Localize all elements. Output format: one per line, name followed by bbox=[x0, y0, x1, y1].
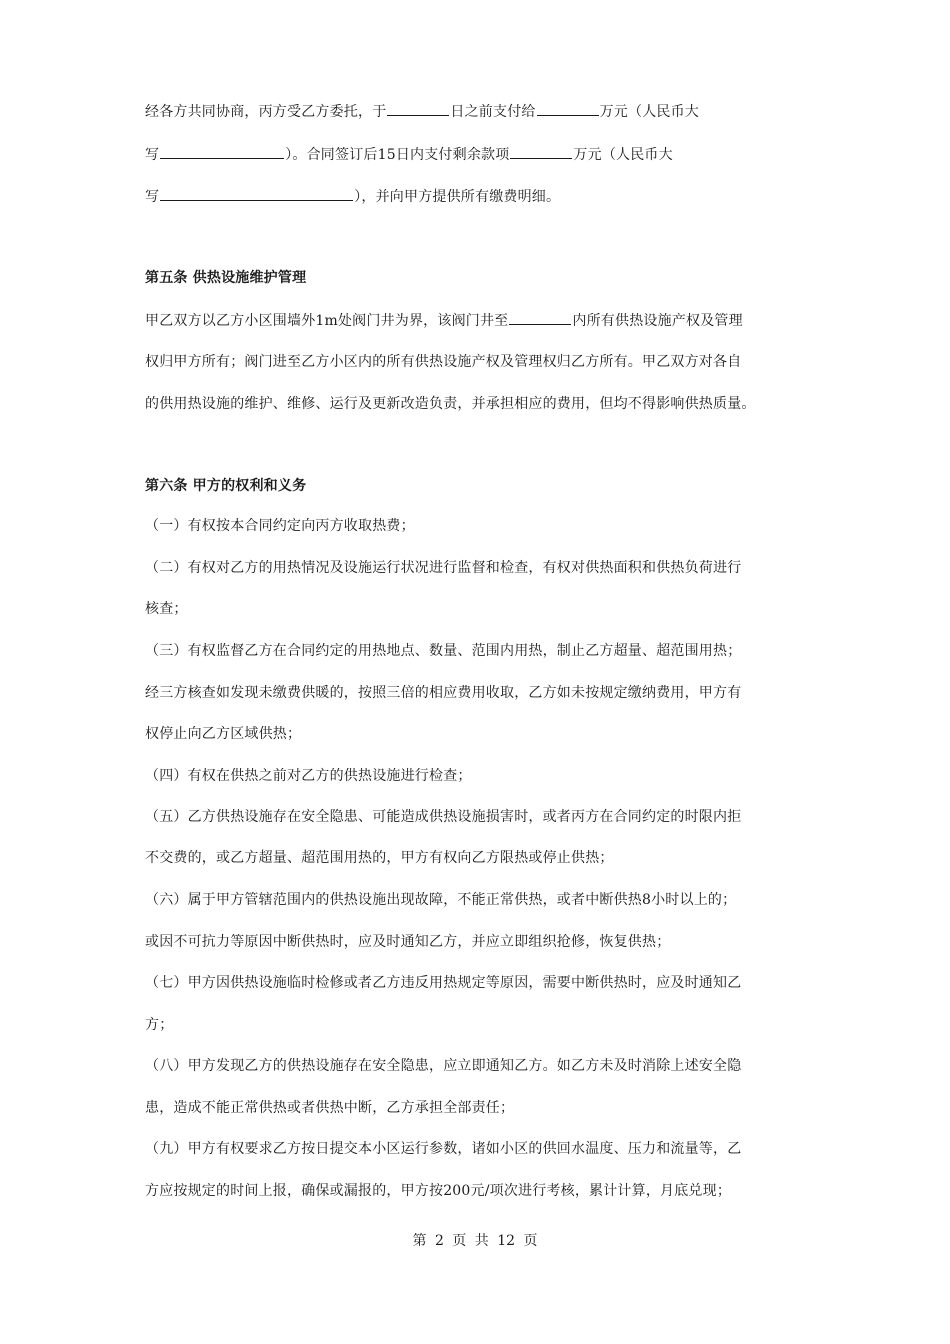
paragraph-line: 的供用热设施的维护、维修、运行及更新改造负责，并承担相应的费用，但均不得影响供热质量。 bbox=[145, 396, 756, 412]
text-run: 写 bbox=[145, 147, 160, 163]
text-run: 经各方共同协商，丙方受乙方委托，于 bbox=[145, 104, 387, 120]
text-run: 甲乙双方以乙方小区围墙外1m处阀门井为界，该阀门井至 bbox=[145, 313, 509, 329]
paragraph-line: 患，造成不能正常供热或者供热中断，乙方承担全部责任； bbox=[145, 1100, 515, 1116]
paragraph-line: 方应按规定的时间上报，确保或漏报的，甲方按200元/项次进行考核，累计计算，月底兑现； bbox=[145, 1183, 732, 1199]
paragraph-line: 权停止向乙方区域供热； bbox=[145, 726, 302, 742]
text-run: 内所有供热设施产权及管理 bbox=[572, 313, 743, 329]
paragraph-line: （二）有权对乙方的用热情况及设施运行状况进行监督和检查，有权对供热面积和供热负荷进行 bbox=[145, 560, 742, 576]
paragraph-line bbox=[145, 310, 815, 331]
section-heading: 第六条 甲方的权利和义务 bbox=[145, 478, 307, 494]
text-run: ），并向甲方提供所有缴费明细。 bbox=[354, 189, 561, 205]
paragraph-line bbox=[145, 101, 815, 122]
fill-blank bbox=[387, 101, 449, 116]
section-heading: 第五条 供热设施维护管理 bbox=[145, 270, 307, 286]
fill-blank bbox=[160, 186, 353, 201]
text-run: 日之前支付给 bbox=[450, 104, 536, 120]
paragraph-line: 权归甲方所有；阀门进至乙方小区内的所有供热设施产权及管理权归乙方所有。甲乙双方对各自 bbox=[145, 354, 742, 370]
text-run: 万元（人民币大 bbox=[573, 147, 673, 163]
text-run: ）。合同签订后15日内支付剩余款项 bbox=[285, 147, 510, 163]
fill-blank bbox=[509, 310, 571, 325]
fill-blank bbox=[160, 144, 284, 159]
paragraph-line: （六）属于甲方管辖范围内的供热设施出现故障，不能正常供热，或者中断供热8小时以上的； bbox=[145, 892, 737, 908]
paragraph-line: （五）乙方供热设施存在安全隐患、可能造成供热设施损害时，或者丙方在合同约定的时限内拒 bbox=[145, 809, 742, 825]
paragraph-line: （三）有权监督乙方在合同约定的用热地点、数量、范围内用热，制止乙方超量、超范围用热； bbox=[145, 643, 742, 659]
paragraph-line bbox=[145, 144, 815, 165]
paragraph-line: 不交费的，或乙方超量、超范围用热的，甲方有权向乙方限热或停止供热； bbox=[145, 850, 614, 866]
paragraph-line: （八）甲方发现乙方的供热设施存在安全隐患，应立即通知乙方。如乙方未及时消除上述安全隐 bbox=[145, 1058, 742, 1074]
paragraph-line bbox=[145, 186, 815, 207]
fill-blank bbox=[510, 144, 572, 159]
paragraph-line: （一）有权按本合同约定向丙方收取热费； bbox=[145, 518, 415, 534]
paragraph-line: 方； bbox=[145, 1017, 174, 1033]
page-number-footer: 第 2 页 共 12 页 bbox=[412, 1233, 538, 1249]
paragraph-line: 经三方核查如发现未缴费供暖的，按照三倍的相应费用收取，乙方如未按规定缴纳费用，甲方有 bbox=[145, 685, 742, 701]
paragraph-line: （四）有权在供热之前对乙方的供热设施进行检查； bbox=[145, 768, 472, 784]
text-run: 写 bbox=[145, 189, 160, 205]
paragraph-line: （九）甲方有权要求乙方按日提交本小区运行参数，诸如小区的供回水温度、压力和流量等，乙 bbox=[145, 1141, 742, 1157]
fill-blank bbox=[537, 101, 599, 116]
paragraph-line: （七）甲方因供热设施临时检修或者乙方违反用热规定等原因，需要中断供热时，应及时通知乙 bbox=[145, 975, 742, 991]
paragraph-line: 或因不可抗力等原因中断供热时，应及时通知乙方，并应立即组织抢修，恢复供热； bbox=[145, 934, 671, 950]
paragraph-line: 核查； bbox=[145, 601, 188, 617]
text-run: 万元（人民币大 bbox=[599, 104, 700, 120]
